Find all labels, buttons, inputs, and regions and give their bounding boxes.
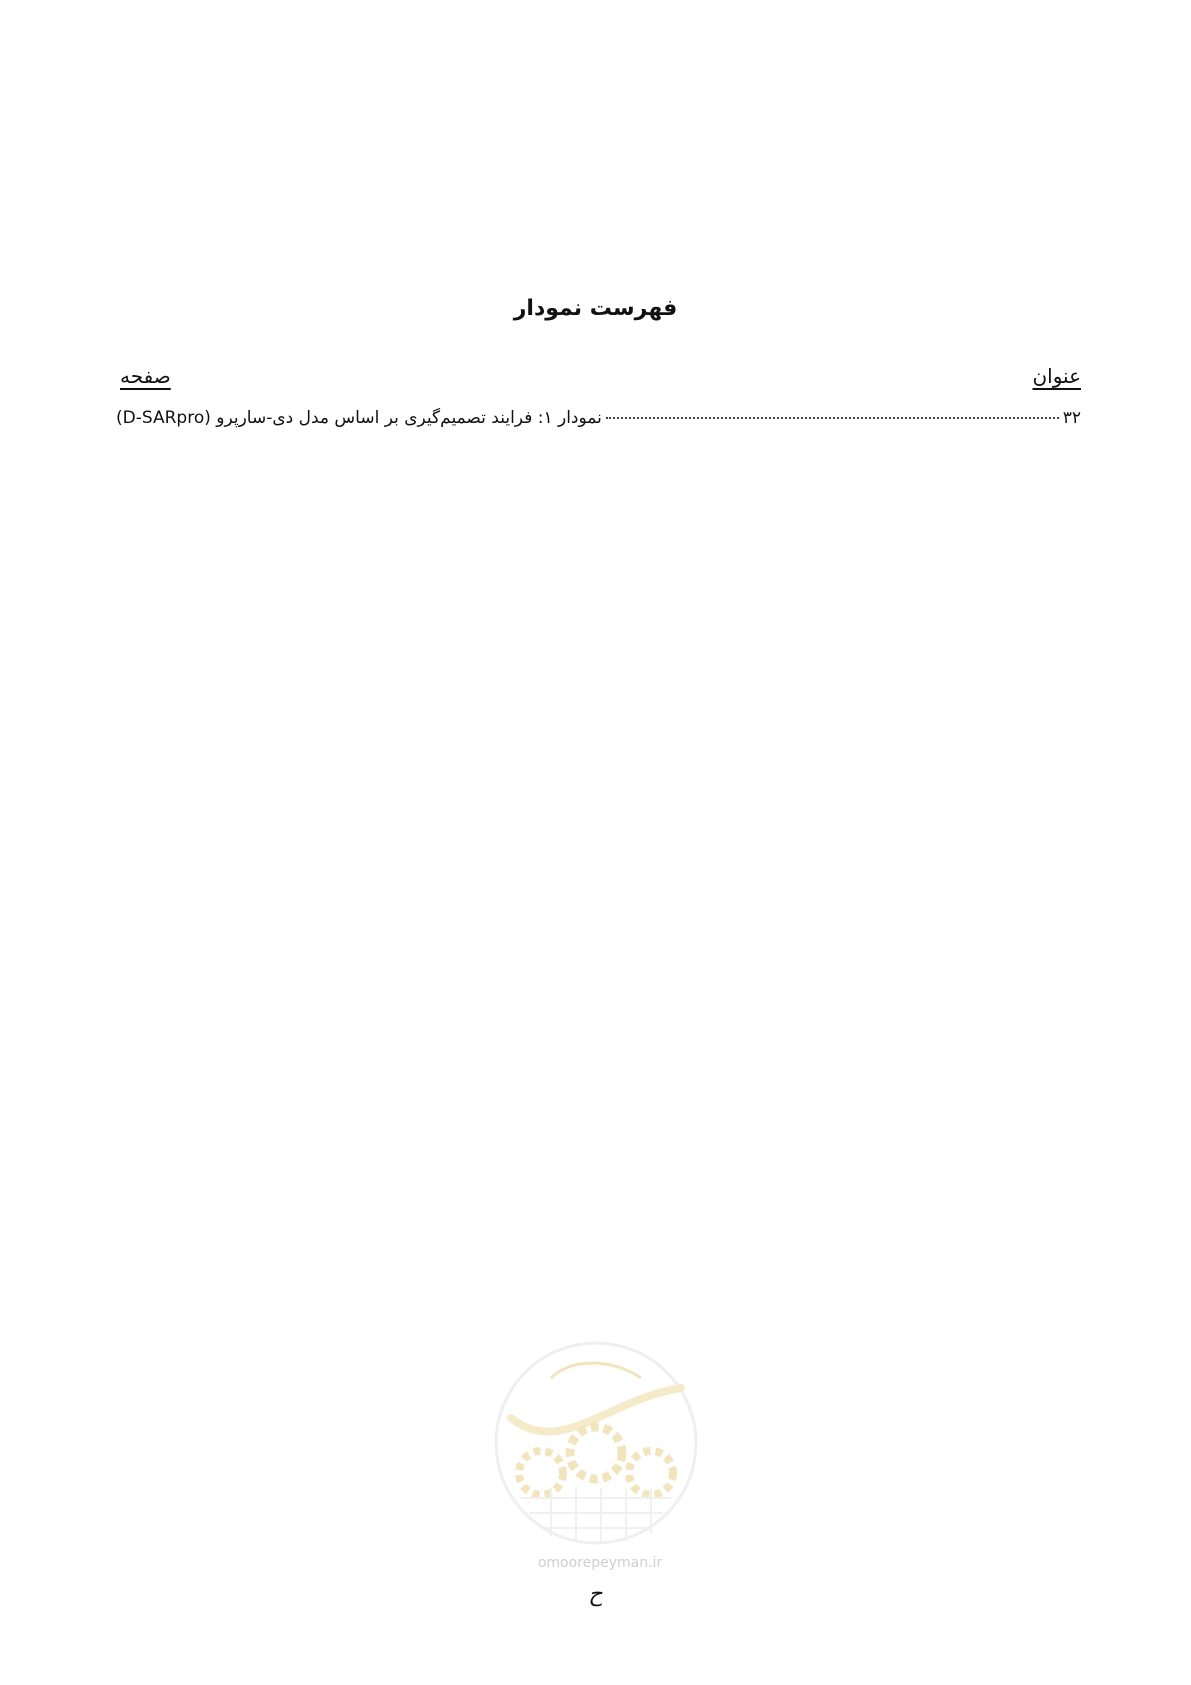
page-column-header: صفحه — [120, 364, 171, 388]
watermark-logo — [491, 1338, 701, 1548]
page-number: ح — [588, 1582, 603, 1607]
watermark-url: omoorepeyman.ir — [537, 1555, 663, 1571]
page-title: فهرست نمودار — [513, 296, 678, 321]
dot-leader — [606, 417, 1059, 419]
toc-entry[interactable] — [116, 408, 1081, 428]
toc-entry-title: نمودار ۱: فرایند تصمیم‌گیری بر اساس مدل دی-سارپرو (D-SARpro) — [116, 408, 602, 428]
toc-entry-page: ۳۲ — [1062, 408, 1081, 428]
title-column-header: عنوان — [1032, 364, 1081, 388]
